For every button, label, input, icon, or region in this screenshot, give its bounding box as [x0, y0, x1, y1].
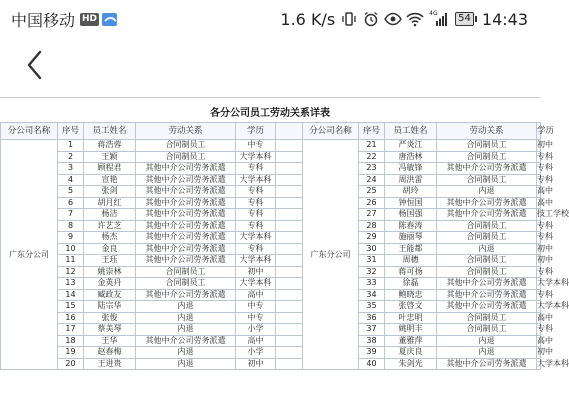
cell-name: 陆宗华 [84, 301, 136, 313]
cell-name: 钟恒国 [385, 197, 437, 209]
cell-relation: 其他中介公司劳务派遣 [437, 289, 537, 301]
cell-index: 29 [359, 232, 385, 244]
cell-index: 18 [58, 335, 84, 347]
cell-education: 大学本科 [236, 255, 276, 267]
cell-name: 周穗 [385, 255, 437, 267]
column-gap [276, 220, 303, 232]
cell-name: 徐磊 [385, 278, 437, 290]
document-title: 各分公司员工劳动关系详表 [210, 108, 330, 119]
cell-education: 大学本科 [537, 278, 569, 288]
cell-relation: 合同制员工 [136, 140, 236, 152]
cell-index: 16 [58, 312, 84, 324]
cell-index: 32 [359, 266, 385, 278]
cell-index: 20 [58, 358, 84, 370]
cell-relation: 其他中介公司劳务派遣 [136, 220, 236, 232]
cell-index: 9 [58, 232, 84, 244]
cell-name: 宣艳 [84, 174, 136, 186]
cell-index: 40 [359, 358, 385, 370]
cell-index: 37 [359, 324, 385, 336]
cell-relation: 合同制员工 [437, 174, 537, 186]
cell-index: 31 [359, 255, 385, 267]
column-gap [276, 186, 303, 198]
column-gap [276, 358, 303, 370]
cell-education: 大学本科 [236, 232, 276, 244]
cell-education: 高中 [236, 289, 276, 301]
cell-index: 22 [359, 151, 385, 163]
cell-name: 严炎江 [385, 140, 437, 152]
table-row [1, 289, 541, 301]
column-gap [276, 347, 303, 359]
cell-index: 1 [58, 140, 84, 152]
cell-education: 大学本科 [236, 174, 276, 186]
cell-name: 姚崇林 [84, 266, 136, 278]
cell-relation: 其他中介公司劳务派遣 [136, 289, 236, 301]
vibrate-icon [341, 11, 357, 27]
column-gap [276, 151, 303, 163]
table-row [1, 232, 541, 244]
column-gap [276, 163, 303, 175]
cell-education: 专科 [537, 324, 553, 334]
cell-education: 大学本科 [236, 278, 276, 290]
cell-index: 23 [359, 163, 385, 175]
cell-index: 4 [58, 174, 84, 186]
cell-name: 施丽琴 [385, 232, 437, 244]
cell-education: 高中 [537, 312, 553, 322]
cell-relation: 内退 [437, 347, 537, 359]
cell-relation: 合同制员工 [437, 140, 537, 152]
cell-index: 38 [359, 335, 385, 347]
cell-relation: 其他中介公司劳务派遣 [136, 197, 236, 209]
cell-education: 大学本科 [236, 151, 276, 163]
column-gap [276, 335, 303, 347]
header-branch-right: 分公司名称 [303, 123, 359, 140]
cell-education: 初中 [537, 347, 553, 357]
cell-index: 26 [359, 197, 385, 209]
table-row [1, 220, 541, 232]
cell-relation: 合同制员工 [136, 266, 236, 278]
cell-name: 董雅萍 [385, 335, 437, 347]
cell-relation: 内退 [437, 335, 537, 347]
cell-name: 赵春梅 [84, 347, 136, 359]
cell-name: 王珏 [84, 255, 136, 267]
cell-relation: 其他中介公司劳务派遣 [437, 301, 537, 313]
cell-name: 杨洁 [84, 209, 136, 221]
column-gap [276, 140, 303, 152]
cell-name: 张俊 [84, 312, 136, 324]
table-row [1, 174, 541, 186]
cell-index: 27 [359, 209, 385, 221]
cell-education: 大学本科 [537, 358, 569, 368]
cell-relation: 其他中介公司劳务派遣 [136, 163, 236, 175]
cell-name: 张啓文 [385, 301, 437, 313]
status-bar [0, 0, 540, 38]
cell-index: 17 [58, 324, 84, 336]
employee-table [0, 122, 569, 370]
cell-education: 中专 [236, 312, 276, 324]
cell-education: 初中 [537, 255, 553, 265]
cell-index: 14 [58, 289, 84, 301]
cell-relation: 其他中介公司劳务派遣 [136, 232, 236, 244]
cell-relation: 其他中介公司劳务派遣 [136, 243, 236, 255]
cell-education: 专科 [236, 209, 276, 221]
cell-name: 叶忠明 [385, 312, 437, 324]
alarm-icon [363, 11, 379, 27]
column-gap [276, 255, 303, 267]
cell-education: 初中 [236, 358, 276, 370]
column-gap [276, 324, 303, 336]
cell-index: 13 [58, 278, 84, 290]
cell-index: 25 [359, 186, 385, 198]
back-button[interactable] [20, 48, 50, 82]
cell-name: 姚明丰 [385, 324, 437, 336]
eye-comfort-icon [385, 11, 401, 27]
header-index-right: 序号 [359, 123, 385, 140]
cell-name: 蒋浩蓉 [84, 140, 136, 152]
cell-relation: 合同制员工 [437, 312, 537, 324]
cell-education: 专科 [236, 186, 276, 198]
cell-name: 杨国强 [385, 209, 437, 221]
cell-relation: 合同制员工 [136, 278, 236, 290]
cell-relation: 合同制员工 [437, 232, 537, 244]
cell-education: 专科 [236, 197, 276, 209]
carrier-name: 中国移动 [11, 10, 76, 30]
table-row [1, 324, 541, 336]
cell-name: 朱剑光 [385, 358, 437, 370]
cell-name: 王颖 [84, 151, 136, 163]
column-gap [276, 312, 303, 324]
cell-education: 专科 [236, 163, 276, 175]
cell-relation: 内退 [437, 186, 537, 198]
column-gap [276, 209, 303, 221]
table-row [1, 312, 541, 324]
header-education-right: 学历 [537, 123, 541, 140]
cell-education: 高中 [537, 186, 553, 196]
cell-relation: 内退 [437, 243, 537, 255]
cell-name: 王能都 [385, 243, 437, 255]
cell-index: 10 [58, 243, 84, 255]
cell-index: 28 [359, 220, 385, 232]
cell-index: 33 [359, 278, 385, 290]
cell-relation: 合同制员工 [437, 220, 537, 232]
cell-education: 小学 [236, 324, 276, 336]
network-speed: 1.6 K/s [280, 9, 336, 29]
cell-name: 周洪雷 [385, 174, 437, 186]
cell-index: 6 [58, 197, 84, 209]
cell-name: 许艺芝 [84, 220, 136, 232]
cell-education: 高中 [537, 197, 553, 207]
cell-education: 专科 [537, 232, 553, 242]
column-gap [276, 266, 303, 278]
cell-index: 30 [359, 243, 385, 255]
cell-education: 中专 [236, 301, 276, 313]
table-row [1, 243, 541, 255]
cell-education: 专科 [537, 174, 553, 184]
cell-name: 王华 [84, 335, 136, 347]
column-gap [276, 243, 303, 255]
cell-education: 专科 [236, 243, 276, 255]
header-index: 序号 [58, 123, 84, 140]
document-viewer[interactable] [0, 97, 569, 409]
header-name-right: 员工姓名 [385, 123, 437, 140]
cell-relation: 其他中介公司劳务派遣 [437, 209, 537, 221]
cell-name: 蔡美琴 [84, 324, 136, 336]
column-gap [276, 123, 303, 140]
cell-relation: 合同制员工 [437, 255, 537, 267]
header-name: 员工姓名 [84, 123, 136, 140]
column-gap [276, 174, 303, 186]
column-gap [276, 289, 303, 301]
table-row [1, 255, 541, 267]
cell-education: 小学 [236, 347, 276, 359]
column-gap [276, 278, 303, 290]
column-gap [276, 301, 303, 313]
table-row [1, 335, 541, 347]
cell-index: 3 [58, 163, 84, 175]
header-relation-right: 劳动关系 [437, 123, 537, 140]
cell-index: 21 [359, 140, 385, 152]
cell-education: 技工学校 [537, 209, 569, 219]
cell-name: 鲍晓忠 [385, 289, 437, 301]
status-right [280, 0, 528, 38]
cell-relation: 其他中介公司劳务派遣 [136, 255, 236, 267]
cell-index: 7 [58, 209, 84, 221]
cell-education: 专科 [537, 289, 553, 299]
cell-education: 中专 [236, 140, 276, 152]
cell-name: 臧政友 [84, 289, 136, 301]
table-row [1, 278, 541, 290]
cell-education: 高中 [236, 335, 276, 347]
cell-relation: 合同制员工 [136, 151, 236, 163]
cell-name: 金英丹 [84, 278, 136, 290]
cell-index: 2 [58, 151, 84, 163]
cell-name: 王进贵 [84, 358, 136, 370]
cell-relation: 合同制员工 [437, 324, 537, 336]
cell-index: 36 [359, 312, 385, 324]
header-relation: 劳动关系 [136, 123, 236, 140]
table-row [1, 140, 541, 152]
cell-education: 专科 [537, 266, 553, 276]
table-row [1, 151, 541, 163]
cell-relation: 其他中介公司劳务派遣 [437, 197, 537, 209]
cell-relation: 其他中介公司劳务派遣 [136, 335, 236, 347]
cell-education: 初中 [537, 140, 553, 150]
cell-index: 19 [58, 347, 84, 359]
cell-education: 初中 [537, 243, 553, 253]
chevron-left-icon [20, 48, 50, 82]
cell-name: 顾程君 [84, 163, 136, 175]
battery-icon: 54 [455, 12, 474, 26]
cell-relation: 内退 [136, 312, 236, 324]
cell-education: 高中 [537, 335, 553, 345]
cell-education: 专科 [236, 220, 276, 232]
table-header-row [1, 123, 541, 140]
table-row [1, 266, 541, 278]
cell-index: 39 [359, 347, 385, 359]
table-row [1, 301, 541, 313]
clock: 14:43 [481, 9, 528, 29]
table-row [1, 186, 541, 198]
wifi-icon [407, 11, 423, 27]
cell-relation: 其他中介公司劳务派遣 [437, 163, 537, 175]
cell-index: 11 [58, 255, 84, 267]
cell-relation: 内退 [136, 358, 236, 370]
cell-index: 24 [359, 174, 385, 186]
cell-name: 夏庆良 [385, 347, 437, 359]
cell-education: 专科 [537, 163, 553, 173]
header-education: 学历 [236, 123, 276, 140]
branch-name-left: 广东分公司 [1, 140, 58, 370]
signal-icon [429, 11, 449, 27]
cell-education: 初中 [236, 266, 276, 278]
cell-education: 专科 [537, 151, 553, 161]
cell-relation: 其他中介公司劳务派遣 [136, 209, 236, 221]
cell-relation: 合同制员工 [437, 266, 537, 278]
header-branch: 分公司名称 [1, 123, 58, 140]
cell-name: 杨杰 [84, 232, 136, 244]
cell-relation: 其他中介公司劳务派遣 [136, 186, 236, 198]
cell-name: 冯敏锋 [385, 163, 437, 175]
cell-name: 唐浩林 [385, 151, 437, 163]
cell-relation: 其他中介公司劳务派遣 [437, 358, 537, 370]
cell-relation: 内退 [136, 301, 236, 313]
cell-name: 胡玲 [385, 186, 437, 198]
cell-index: 35 [359, 301, 385, 313]
table-row [1, 197, 541, 209]
cell-relation: 内退 [136, 324, 236, 336]
network-type-label: 4G [429, 10, 438, 17]
cell-education: 大学本科 [537, 301, 569, 311]
hd-volte-icon: HD [82, 13, 98, 24]
cell-education: 专科 [537, 220, 553, 230]
cell-name: 陈春涛 [385, 220, 437, 232]
table-row [1, 358, 541, 370]
cell-relation: 内退 [136, 347, 236, 359]
cell-name: 胡月红 [84, 197, 136, 209]
branch-name-right: 广东分公司 [303, 140, 359, 370]
cell-name: 张剑 [84, 186, 136, 198]
table-row [1, 347, 541, 359]
cell-index: 15 [58, 301, 84, 313]
table-row [1, 209, 541, 221]
cell-relation: 合同制员工 [437, 151, 537, 163]
cell-index: 5 [58, 186, 84, 198]
cell-index: 34 [359, 289, 385, 301]
cell-name: 金良 [84, 243, 136, 255]
cell-index: 8 [58, 220, 84, 232]
column-gap [276, 232, 303, 244]
column-gap [276, 197, 303, 209]
cell-name: 蒋可扬 [385, 266, 437, 278]
wifi-calling-icon [102, 13, 117, 26]
cell-relation: 其他中介公司劳务派遣 [136, 174, 236, 186]
cell-relation: 其他中介公司劳务派遣 [437, 278, 537, 290]
cell-index: 12 [58, 266, 84, 278]
table-row [1, 163, 541, 175]
